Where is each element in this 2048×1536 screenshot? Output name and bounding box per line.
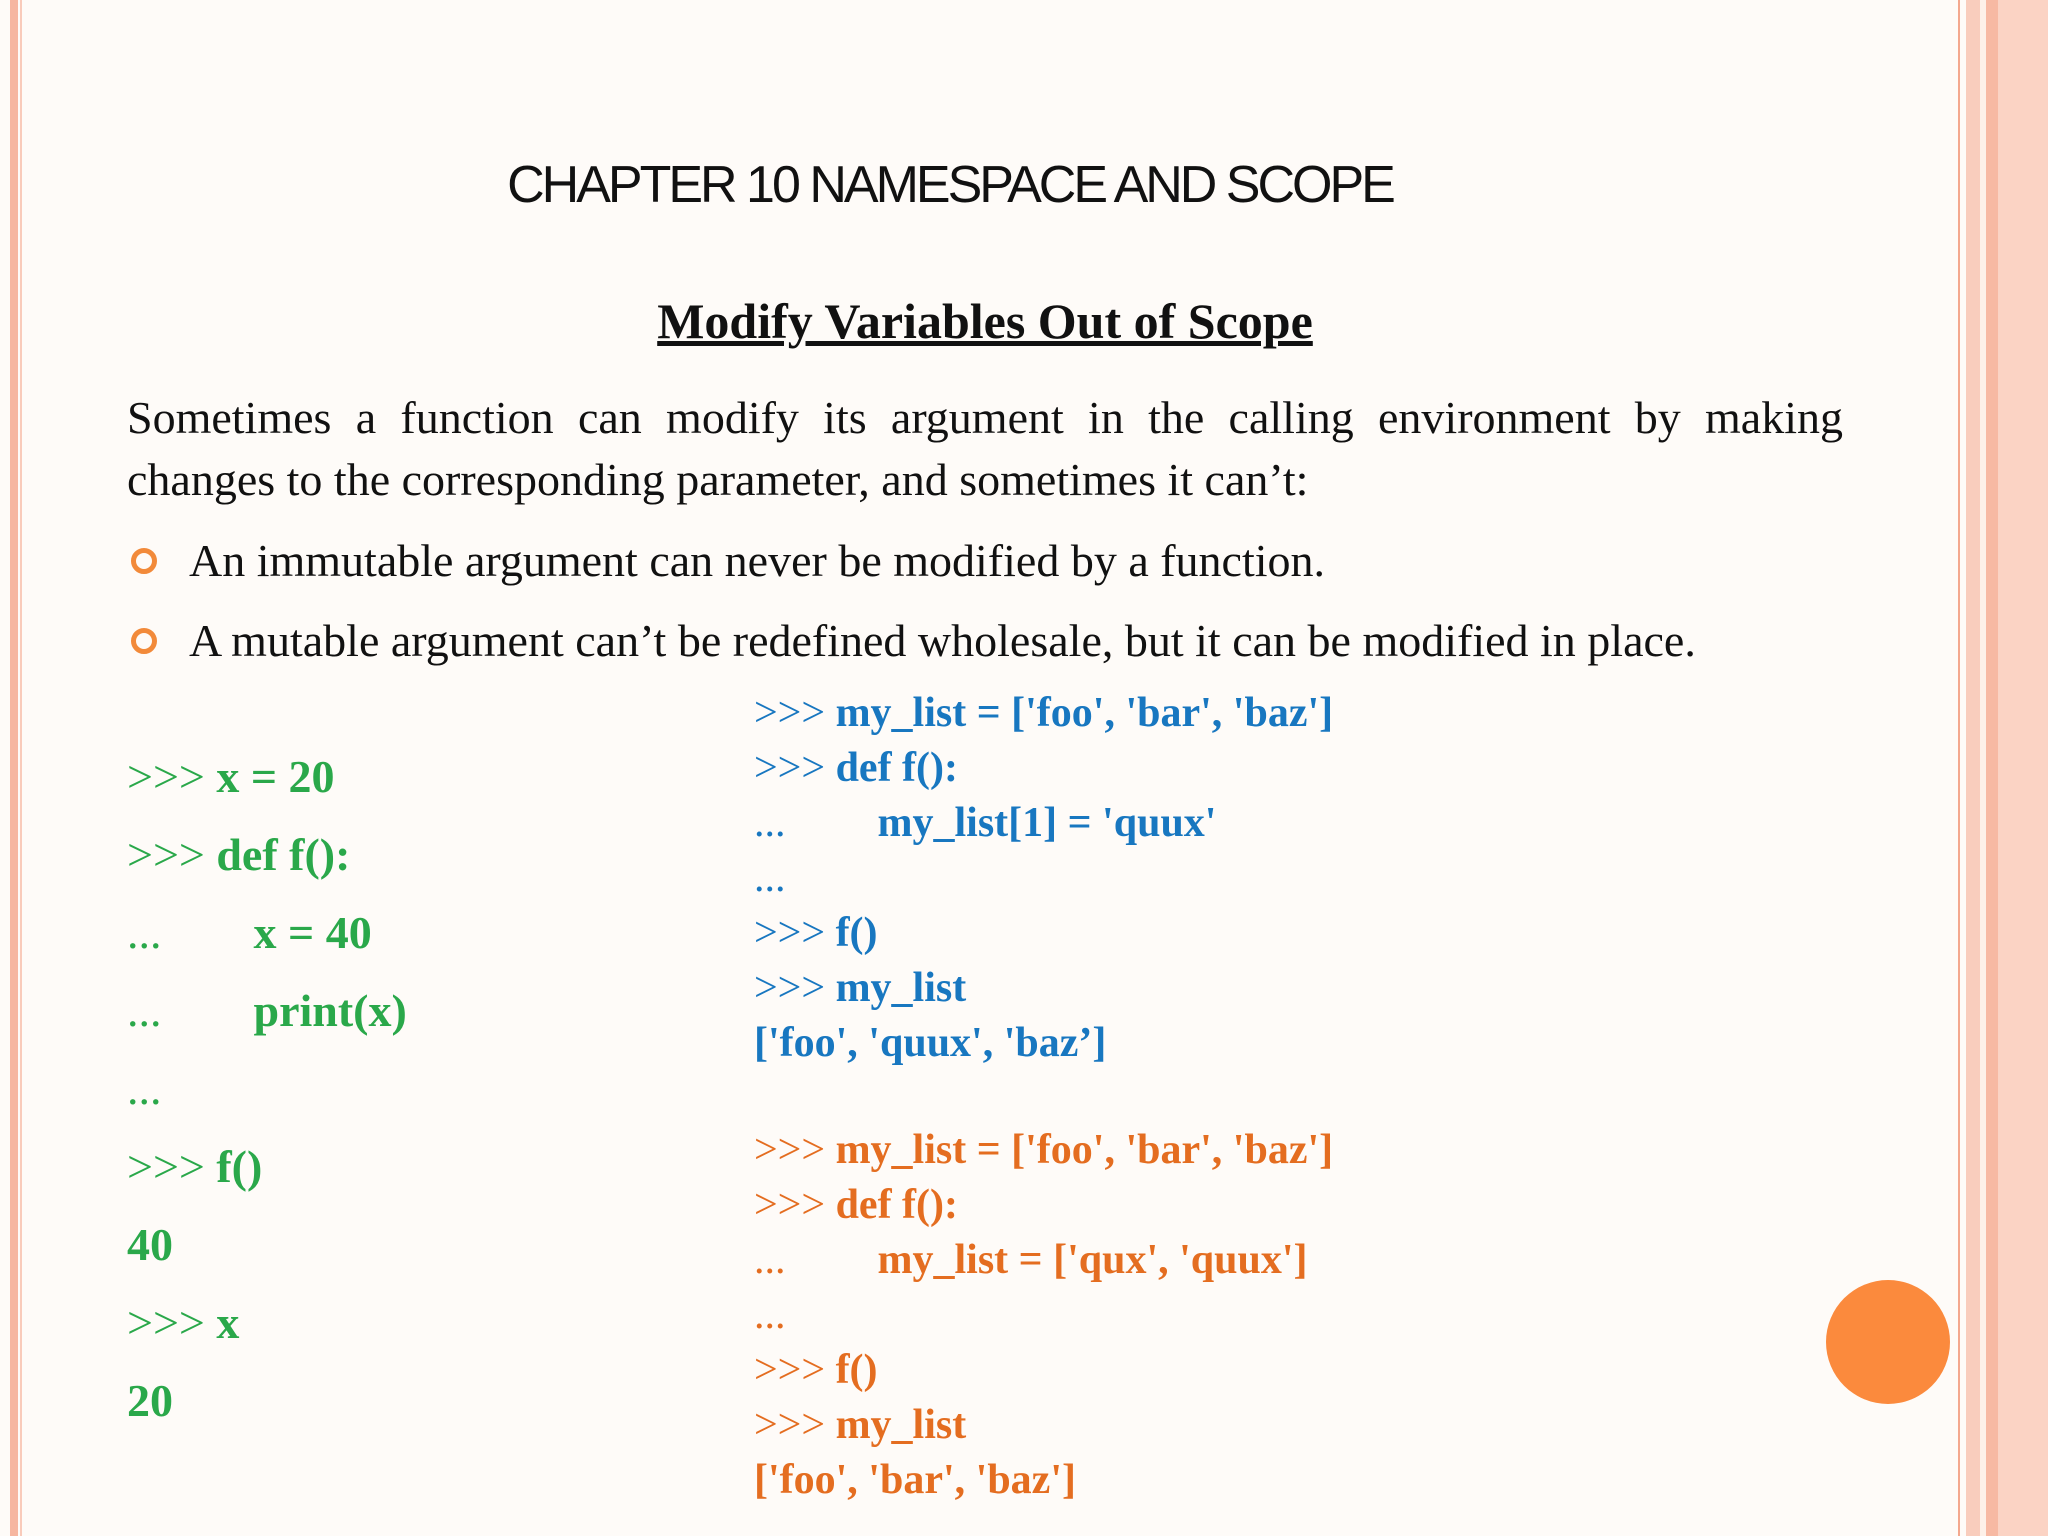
code-text: def f():: [216, 829, 351, 880]
left-border-line: [20, 0, 22, 1536]
code-block-mutable-modify: [754, 686, 1333, 1071]
code-line: [754, 1233, 1333, 1288]
code-prompt: ...: [754, 800, 786, 846]
code-prompt: >>>: [754, 1127, 826, 1173]
bullet-item: [127, 530, 1843, 592]
code-text: ['foo', 'bar', 'baz']: [754, 1457, 1076, 1503]
bullet-text: An immutable argument can never be modified by a function.: [189, 535, 1326, 586]
code-prompt: ...: [754, 855, 786, 901]
code-text: my_list = ['qux', 'quux']: [877, 1237, 1308, 1283]
code-text: 20: [127, 1375, 173, 1426]
code-text: def f():: [835, 745, 958, 791]
code-line: [754, 1123, 1333, 1178]
left-border-stripe: [10, 0, 18, 1536]
code-block-immutable: [127, 738, 407, 1440]
code-prompt: >>>: [754, 690, 826, 736]
code-prompt: ...: [127, 1063, 162, 1114]
code-line: [754, 961, 1333, 1016]
bullet-circle-icon: [131, 548, 157, 574]
code-prompt: ...: [754, 1237, 786, 1283]
code-text: f(): [216, 1141, 263, 1192]
code-text: my_list = ['foo', 'bar', 'baz']: [835, 1127, 1334, 1173]
code-line: [754, 1178, 1333, 1233]
section-title: Modify Variables Out of Scope: [657, 293, 1313, 349]
code-text: x = 40: [253, 907, 372, 958]
code-text: 40: [127, 1219, 173, 1270]
code-text: my_list[1] = 'quux': [877, 800, 1217, 846]
right-border-stripe: [1986, 0, 1998, 1536]
code-line: [754, 796, 1333, 851]
right-border-stripe: [1998, 0, 2048, 1536]
code-text: my_list = ['foo', 'bar', 'baz']: [835, 690, 1334, 736]
code-line: [754, 1016, 1333, 1071]
code-line: [127, 1050, 407, 1128]
code-line: [127, 738, 407, 816]
code-line: [127, 972, 407, 1050]
code-text: x = 20: [216, 751, 335, 802]
code-prompt: >>>: [127, 829, 205, 880]
code-line: [754, 1288, 1333, 1343]
code-line: [754, 1398, 1333, 1453]
code-text: f(): [835, 1347, 878, 1393]
code-line: [754, 906, 1333, 961]
code-line: [127, 1206, 407, 1284]
code-block-mutable-reassign: [754, 1123, 1333, 1508]
code-prompt: >>>: [754, 745, 826, 791]
code-prompt: >>>: [127, 1297, 205, 1348]
code-prompt: >>>: [127, 1141, 205, 1192]
code-prompt: >>>: [754, 1182, 826, 1228]
code-prompt: ...: [754, 1292, 786, 1338]
code-prompt: >>>: [754, 1347, 826, 1393]
bullet-item: [127, 610, 1843, 672]
code-line: [127, 816, 407, 894]
code-line: [127, 1362, 407, 1440]
code-line: [127, 1284, 407, 1362]
code-text: ['foo', 'quux', 'baz’]: [754, 1020, 1107, 1066]
code-prompt: >>>: [127, 751, 205, 802]
code-prompt: >>>: [754, 910, 826, 956]
code-text: my_list: [835, 1402, 967, 1448]
code-line: [754, 686, 1333, 741]
code-prompt: ...: [127, 985, 162, 1036]
code-line: [754, 741, 1333, 796]
code-text: def f():: [835, 1182, 958, 1228]
code-prompt: >>>: [754, 1402, 826, 1448]
bullet-circle-icon: [131, 628, 157, 654]
code-line: [127, 894, 407, 972]
code-line: [754, 851, 1333, 906]
code-text: my_list: [835, 965, 967, 1011]
code-prompt: >>>: [754, 965, 826, 1011]
code-text: f(): [835, 910, 878, 956]
intro-paragraph: Sometimes a function can modify its argument in the calling environment by making changes to the corresponding parameter, and sometimes it can’t:: [127, 392, 1843, 505]
code-line: [127, 1128, 407, 1206]
right-border-line: [1958, 0, 1960, 1536]
code-text: x: [216, 1297, 240, 1348]
chapter-title: CHAPTER 10 NAMESPACE AND SCOPE: [507, 156, 1393, 214]
code-line: [754, 1343, 1333, 1398]
code-text: print(x): [253, 985, 407, 1036]
code-prompt: ...: [127, 907, 162, 958]
bullet-text: A mutable argument can’t be redefined wholesale, but it can be modified in place.: [189, 615, 1696, 666]
right-border-stripe: [1966, 0, 1980, 1536]
code-line: [754, 1453, 1333, 1508]
decorative-circle: [1826, 1280, 1950, 1404]
